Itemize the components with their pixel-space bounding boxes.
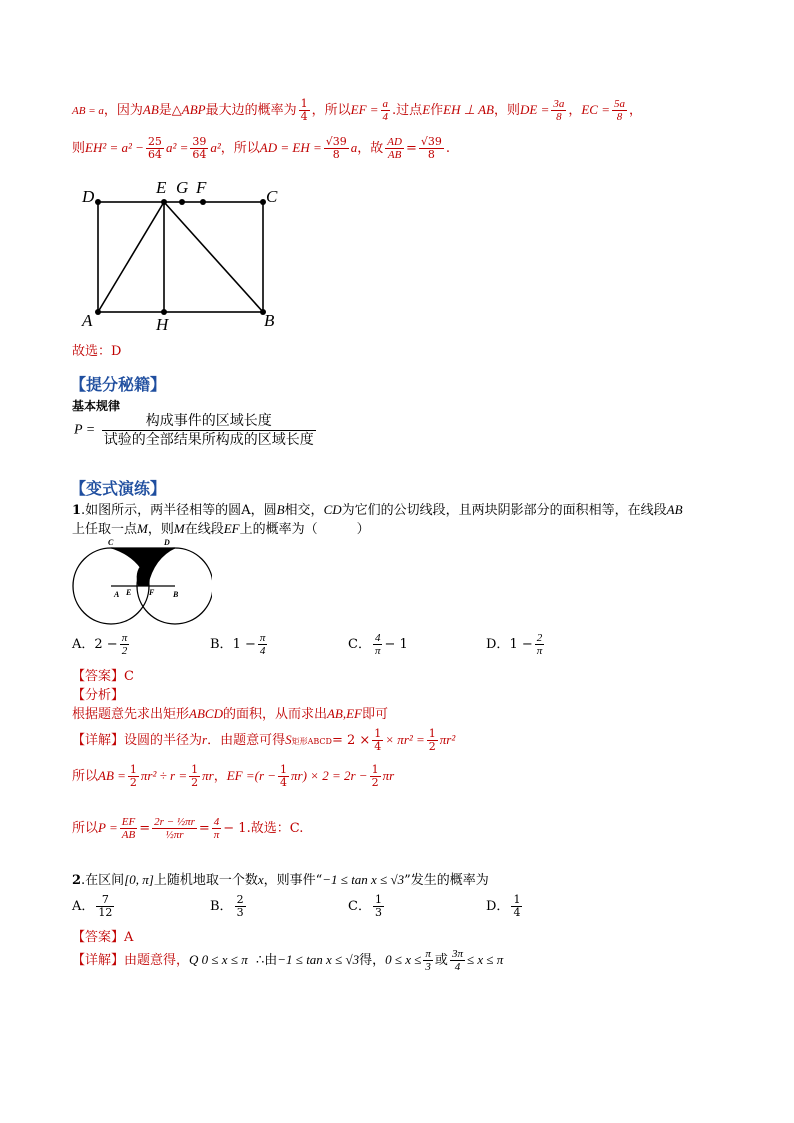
q1-detail-line-3: 所以P = $\frac{EF}{AB}$ = $\frac{\text{2r − ½πr}}{\text{½πr}}$ = $\frac{4}{\pi}$ − 1.故选：C. — [72, 816, 304, 841]
q2-option-d[interactable]: D． $\frac{1}{4}$ — [486, 893, 521, 919]
label-a: A — [114, 590, 120, 599]
point-g — [179, 199, 185, 205]
answer-choice-1: 故选：D — [72, 344, 122, 359]
fraction: $\frac{2}{3}$ — [236, 893, 244, 919]
fraction: $\frac{1}{2}$ — [191, 763, 199, 789]
q1-analysis-tag: 【分析】 — [72, 688, 125, 703]
fraction: $\frac{5a}{8}$ — [614, 98, 625, 123]
fraction: $\frac{\pi}{2}$ — [121, 632, 128, 657]
label-d: D — [82, 187, 95, 206]
fraction: $\frac{7}{12}$ — [98, 893, 113, 919]
fraction: $\frac{a}{4}$ — [382, 98, 389, 123]
point-f — [200, 199, 206, 205]
probability-formula: P = $\frac{\text{构成事件的区域长度}}{\text{试验的全部结果所构成的区域长度}}$ — [74, 413, 314, 448]
question-2-line-1: 2.在区间[0, π]上随机地取一个数x，则事件“−1 ≤ tan x ≤ √3”发生的概率为 — [72, 872, 489, 888]
point-a — [95, 309, 101, 315]
fraction: $\frac{1}{3}$ — [374, 893, 382, 919]
segment-eb — [164, 202, 263, 312]
q1-detail-line-1: 【详解】设圆的半径为r．由题意可得S矩形ABCD= 2 × $\frac{1}{4}$ × πr² = $\frac{1}{2}$ πr² — [72, 727, 456, 753]
segment-ea — [98, 202, 164, 312]
fraction: $\frac{25}{64}$ — [147, 135, 162, 161]
label-a: A — [82, 311, 93, 330]
fraction: $\frac{3\pi}{4}$ — [451, 948, 463, 973]
fraction: $\frac{√39}{8}$ — [420, 135, 442, 161]
fraction: $\frac{√39}{8}$ — [325, 135, 347, 161]
fraction: $\frac{1}{4}$ — [513, 893, 521, 919]
q1-option-b[interactable]: B．1 − $\frac{\pi}{4}$ — [210, 632, 266, 657]
label-f: F — [149, 588, 155, 597]
two-circles-figure — [72, 536, 212, 626]
fraction: $\frac{1}{2}$ — [371, 763, 379, 789]
fraction: $\frac{1}{4}$ — [280, 763, 288, 789]
q1-option-c[interactable]: C． $\frac{4}{\pi}$ − 1 — [348, 632, 408, 657]
fraction: $\frac{39}{64}$ — [192, 135, 207, 161]
label-c: C — [108, 538, 114, 547]
rectangle-abcd — [98, 202, 263, 312]
q2-detail: 【详解】由题意得，Q 0 ≤ x ≤ π ∴由−1 ≤ tan x ≤ √3得，0 ≤ x ≤ $\frac{\pi}{3}$ 或 $\frac{3\pi}{4}$ ≤ x ≤ π — [72, 948, 504, 973]
point-d — [95, 199, 101, 205]
fraction: $\frac{1}{2}$ — [428, 727, 436, 753]
label-d: D — [164, 538, 170, 547]
section-variant-heading: 【变式演练】 — [70, 479, 167, 498]
fraction: $\frac{4}{\pi}$ — [374, 632, 381, 657]
q1-analysis: 根据题意先求出矩形ABCD的面积，从而求出AB,EF即可 — [72, 706, 389, 722]
q1-option-d[interactable]: D．1 − $\frac{2}{\pi}$ — [486, 632, 543, 657]
q2-option-b[interactable]: B． $\frac{2}{3}$ — [210, 893, 244, 919]
fraction: $\frac{2}{\pi}$ — [536, 632, 543, 657]
solution-line-1: AB = a，因为AB是△ABP最大边的概率为 $\frac{1}{4}$ ，所以EF = $\frac{a}{4}$ .过点E作EH ⊥ AB，则DE = $\frac{3a}{8}$ ，EC = $\frac{5a}{8}$ ， — [72, 97, 643, 123]
fraction: $\frac{\pi}{4}$ — [259, 632, 266, 657]
label-f: F — [196, 178, 207, 197]
label-b: B — [264, 311, 275, 330]
label-e: E — [156, 178, 167, 197]
fraction: $\frac{3a}{8}$ — [553, 98, 565, 123]
question-1-line-1: 1.如图所示，两半径相等的圆A，圆B相交，CD为它们的公切线段，且两块阴影部分的面积相等，在线段AB — [72, 502, 683, 518]
label-b: B — [173, 590, 179, 599]
solution-line-2: 则EH² = a² − $\frac{25}{64}$ a² = $\frac{39}{64}$ a²，所以AD = EH = $\frac{√39}{8}$ a，故 $\frac{AD}{AB}$ = $\frac{√39}{8}$ . — [72, 135, 450, 161]
q1-option-a[interactable]: A．2 − $\frac{\pi}{2}$ — [72, 632, 128, 657]
label-h: H — [156, 315, 169, 334]
question-1-line-2: 上任取一点M，则M在线段EF上的概率为（ ） — [72, 521, 370, 537]
label-g: G — [176, 178, 189, 197]
fraction: $\frac{1}{2}$ — [129, 763, 137, 789]
fraction: $\frac{1}{4}$ — [300, 97, 308, 123]
fraction: $\frac{\pi}{3}$ — [425, 948, 431, 973]
fraction: $\frac{\text{2r − ½πr}}{\text{½πr}}$ — [154, 816, 195, 841]
q1-detail-line-2: 所以AB = $\frac{1}{2}$ πr² ÷ r = $\frac{1}{2}$ πr，EF =(r − $\frac{1}{4}$ πr) × 2 = 2r − $\frac{1}{2}$ πr — [72, 763, 395, 789]
rule-title: 基本规律 — [72, 399, 121, 413]
q2-answer: 【答案】A — [72, 930, 134, 945]
point-e — [161, 199, 167, 205]
q2-option-a[interactable]: A． $\frac{7}{12}$ — [72, 893, 113, 919]
rectangle-figure — [74, 176, 284, 336]
q2-option-c[interactable]: C． $\frac{1}{3}$ — [348, 893, 382, 919]
label-c: C — [266, 187, 278, 206]
fraction: $\frac{AD}{AB}$ — [387, 136, 402, 161]
label-e: E — [126, 588, 132, 597]
fraction: $\frac{EF}{AB}$ — [121, 816, 136, 841]
fraction: $\frac{4}{\pi}$ — [213, 816, 220, 841]
q1-answer: 【答案】C — [72, 669, 134, 684]
fraction: $\frac{1}{4}$ — [374, 727, 382, 753]
formula-fraction: $\frac{\text{构成事件的区域长度}}{\text{试验的全部结果所构成的区域长度}}$ — [103, 413, 314, 448]
section-tips-heading: 【提分秘籍】 — [70, 375, 167, 394]
